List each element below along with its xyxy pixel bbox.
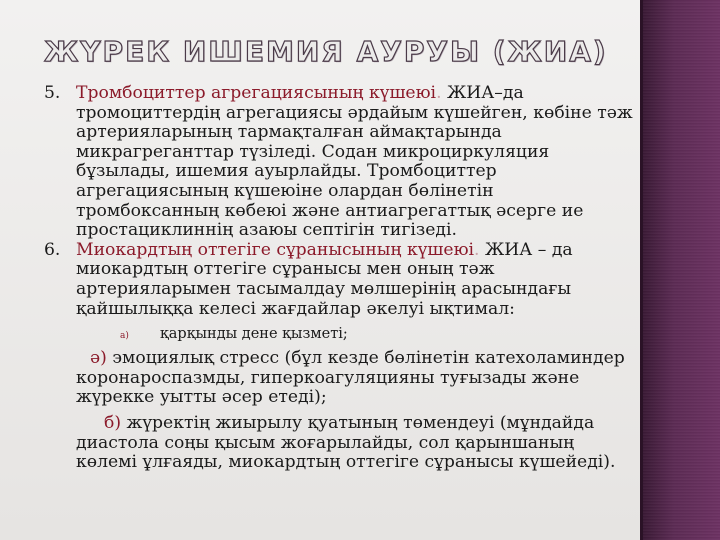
right-band-texture [643,0,720,540]
sub-item-text: қарқынды дене қызметі; [160,326,348,343]
list-item-5 [44,84,640,241]
sub-item-marker: a) [120,331,129,342]
paragraph-text: жүректің жиырылу қуатының төмендеуі (мұндайда диастола соңы қысым жоғарылайды, сол қарыншаның көлемі ұлғаяды, миокардтың оттегіге сұранысы күшейеді). [76,412,616,473]
sub-item-a [44,325,640,343]
slide-content [44,84,640,473]
item-heading: Тромбоциттер агрегациясының күшеюі [76,83,437,103]
item-number: 6. [44,239,61,260]
paragraph-text: эмоциялық стресс (бұл кезде бөлінетін катехоламиндер коронароспазмды, гиперкоагуляцияны туғызады және жүрекке уытты әсер етеді); [76,348,625,408]
dot-separator: . [436,83,442,103]
paragraph-marker: ә) [90,348,107,369]
item-text: ЖИА–да тромоциттердің агрегациясы әрдайым күшейген, көбіне тәж артерияларының тармақталған аймақтарында микрагреганттар түзіледі. Содан микроциркуляция бұзылады, ишемия ауырлайды. Тромбоциттер агрегациясының күшеюіне олардан бөлінетін тромбоксанның көбеюі және антиагрегаттық әсерге ие простациклиннің азаюы септігін тигізеді. [76,83,633,241]
paragraph-ae [44,349,640,408]
dot-separator: . [474,239,480,260]
slide-title: ЖҮРЕК ИШЕМИЯ АУРУЫ (ЖИА) [44,35,608,68]
paragraph-marker: б) [104,412,122,433]
item-number: 5. [44,83,61,103]
list-item-6 [44,241,640,319]
paragraph-b [44,414,640,473]
item-text: ЖИА – да миокардтың оттегіге сұранысы мен оның тәж артерияларымен тасымалдау мөлшерінің арасындағы қайшылыққа келесі жағдайлар әкелуі ықтимал: [76,239,573,319]
item-heading: Миокардтың оттегіге сұранысының күшеюі [76,239,475,260]
